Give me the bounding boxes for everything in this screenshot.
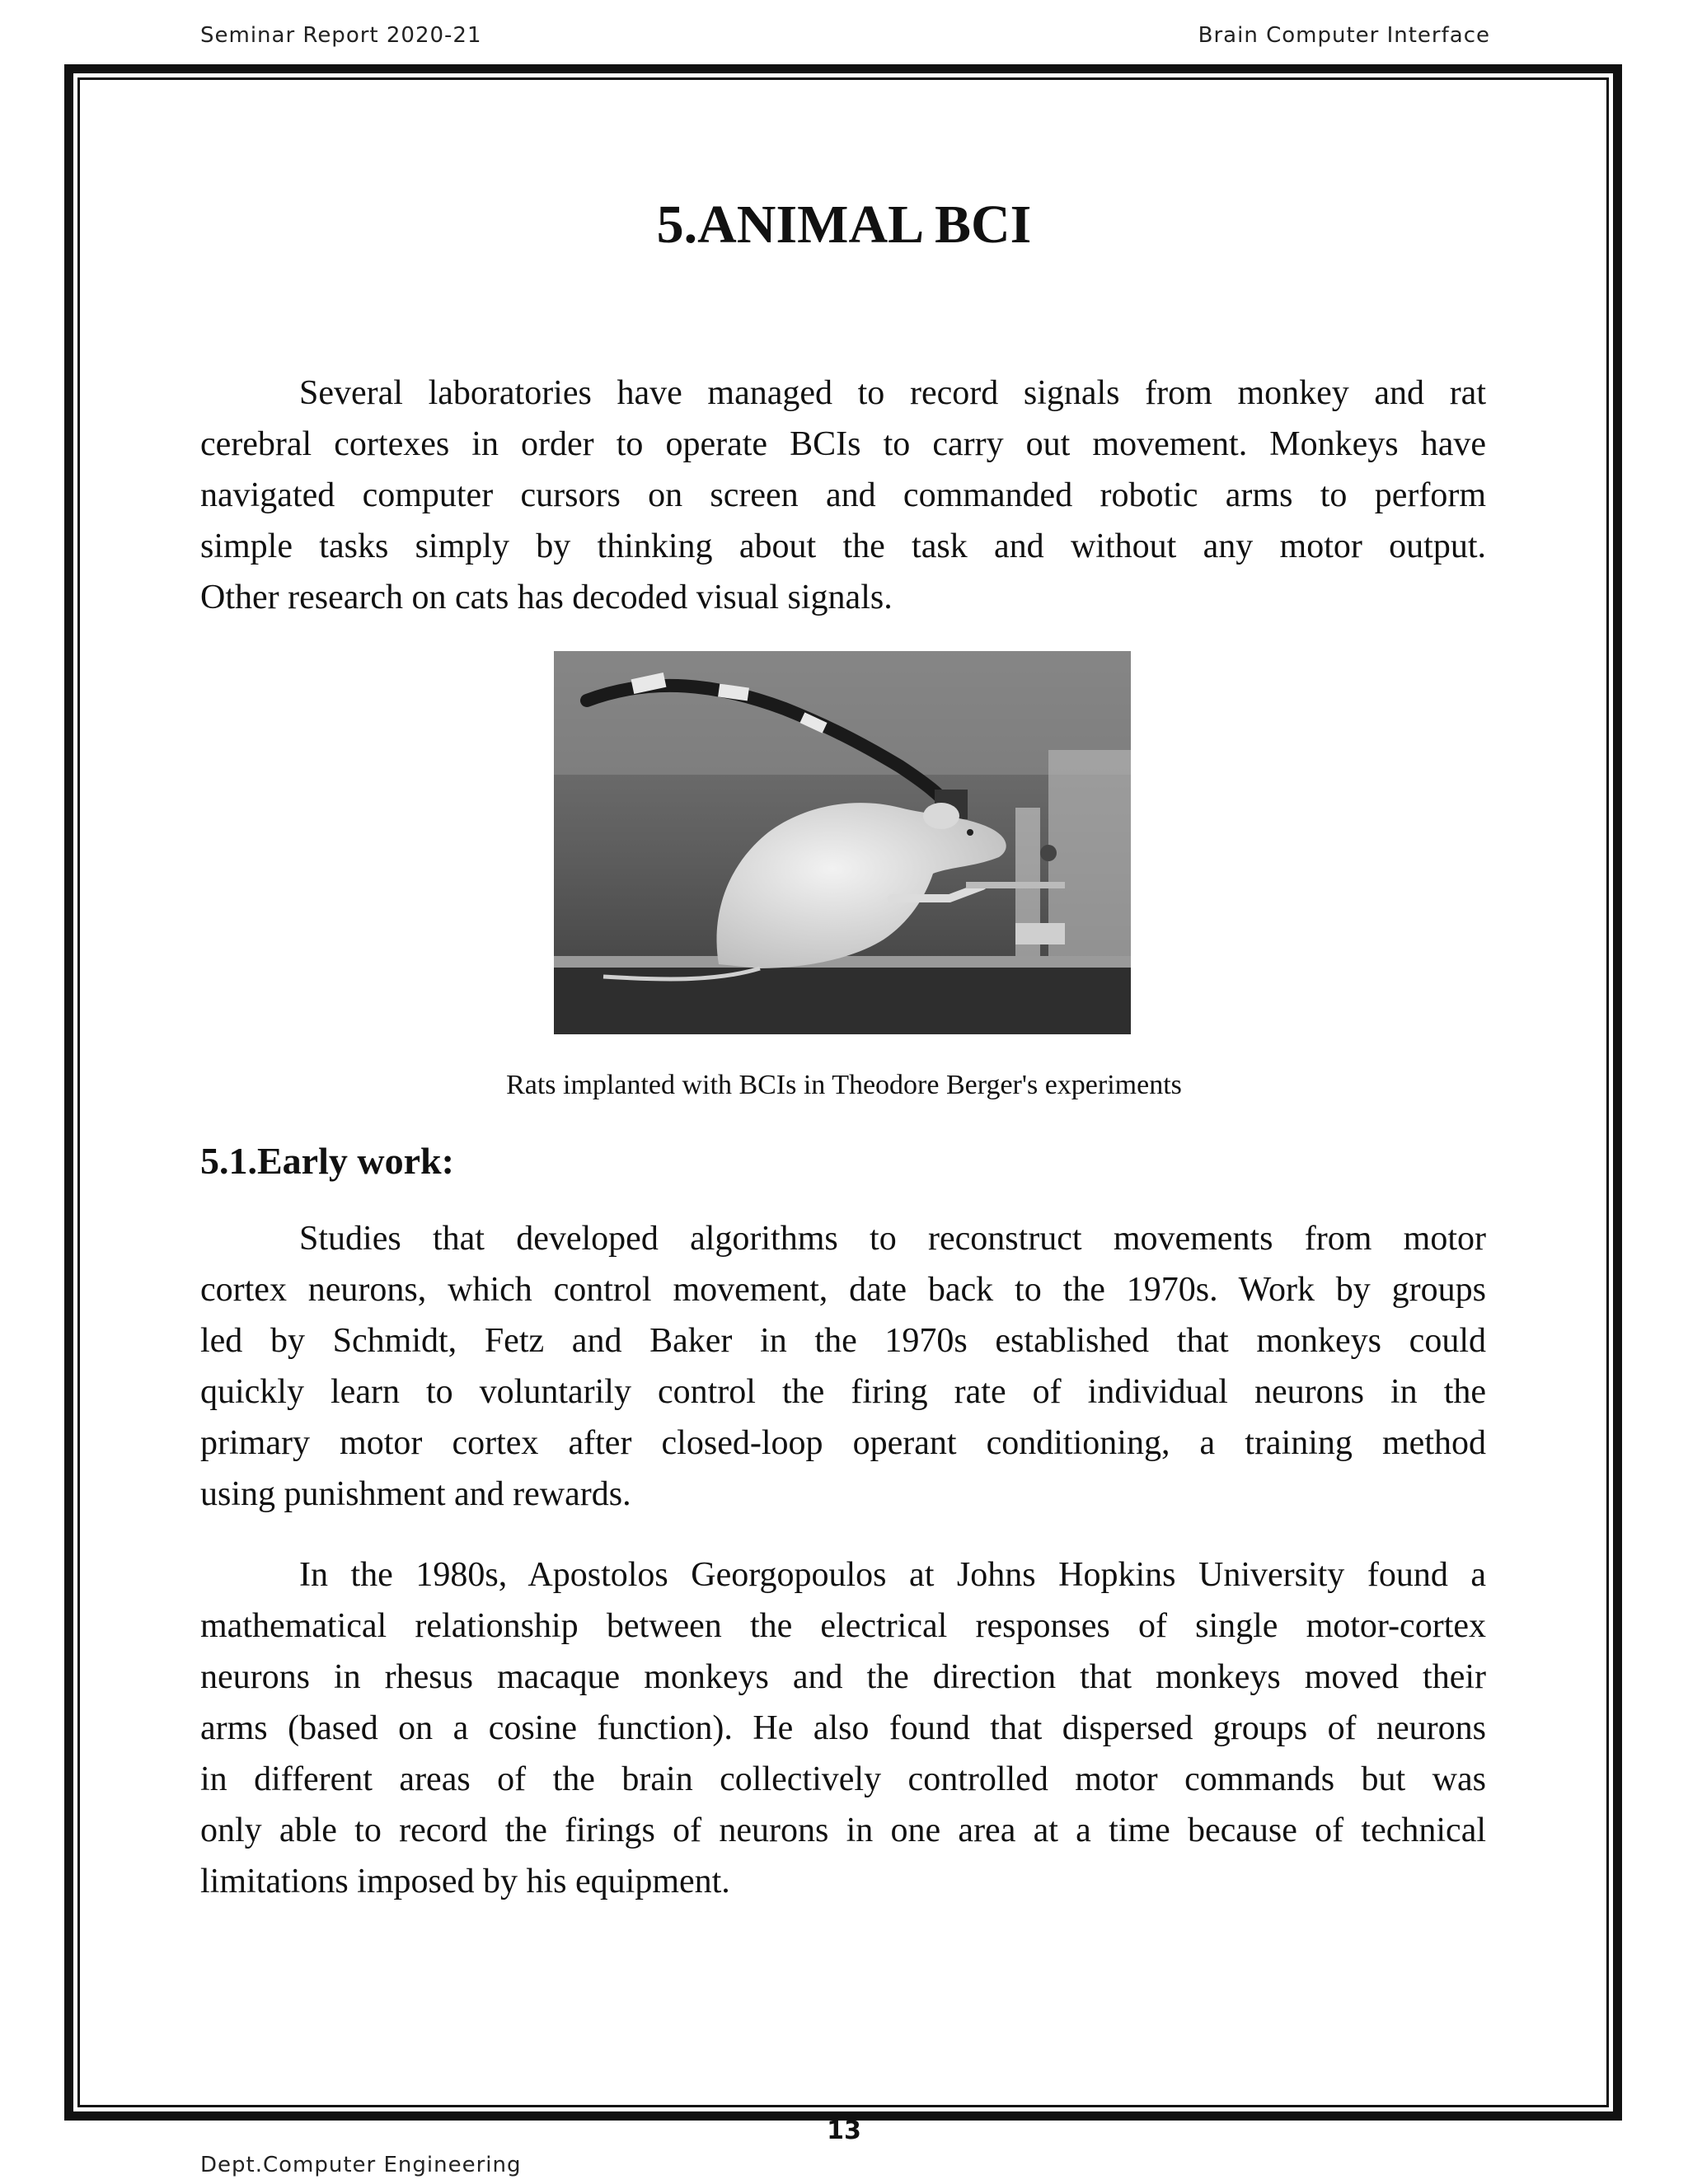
georgopoulos-paragraph — [200, 1549, 1486, 1907]
paragraph-line: cerebral cortexes in order to operate BCIs to carry out movement. Monkeys have — [200, 425, 1486, 463]
paragraph-line: Other research on cats has decoded visual signals. — [200, 579, 893, 616]
chapter-title: 5.ANIMAL BCI — [656, 194, 1032, 255]
rat-bci-photo — [554, 651, 1131, 1034]
paragraph-line: neurons in rhesus macaque monkeys and the direction that monkeys moved their — [200, 1658, 1486, 1696]
header-right: Brain Computer Interface — [1198, 23, 1490, 48]
paragraph-line: Studies that developed algorithms to reconstruct movements from motor — [299, 1220, 1486, 1258]
paragraph-line: only able to record the firings of neurons in one area at a time because of technical — [200, 1811, 1486, 1849]
paragraph-line: in different areas of the brain collectively controlled motor commands but was — [200, 1760, 1486, 1798]
paragraph-line: primary motor cortex after closed-loop operant conditioning, a training method — [200, 1424, 1486, 1462]
intro-paragraph — [200, 368, 1486, 623]
paragraph-line: mathematical relationship between the electrical responses of single motor-cortex — [200, 1607, 1486, 1645]
paragraph-line: simple tasks simply by thinking about the task and without any motor output. — [200, 527, 1486, 565]
paragraph-line: using punishment and rewards. — [200, 1475, 631, 1513]
section-heading: 5.1.Early work: — [200, 1140, 454, 1182]
footer-text: Dept.Computer Engineering — [200, 2153, 522, 2177]
paragraph-line: quickly learn to voluntarily control the firing rate of individual neurons in the — [200, 1373, 1486, 1411]
figure-caption: Rats implanted with BCIs in Theodore Berger's experiments — [506, 1070, 1182, 1100]
early-work-paragraph — [200, 1213, 1486, 1520]
page-number: 13 — [827, 2116, 861, 2145]
paragraph-line: In the 1980s, Apostolos Georgopoulos at Johns Hopkins University found a — [299, 1556, 1486, 1594]
paragraph-line: cortex neurons, which control movement, date back to the 1970s. Work by groups — [200, 1271, 1486, 1309]
paragraph-line: arms (based on a cosine function). He also found that dispersed groups of neurons — [200, 1709, 1486, 1747]
paragraph-line: navigated computer cursors on screen and commanded robotic arms to perform — [200, 476, 1486, 514]
paragraph-line: led by Schmidt, Fetz and Baker in the 1970s established that monkeys could — [200, 1322, 1486, 1360]
paragraph-line: Several laboratories have managed to record signals from monkey and rat — [299, 374, 1486, 412]
header-left: Seminar Report 2020-21 — [200, 23, 482, 48]
paragraph-line: limitations imposed by his equipment. — [200, 1863, 730, 1900]
